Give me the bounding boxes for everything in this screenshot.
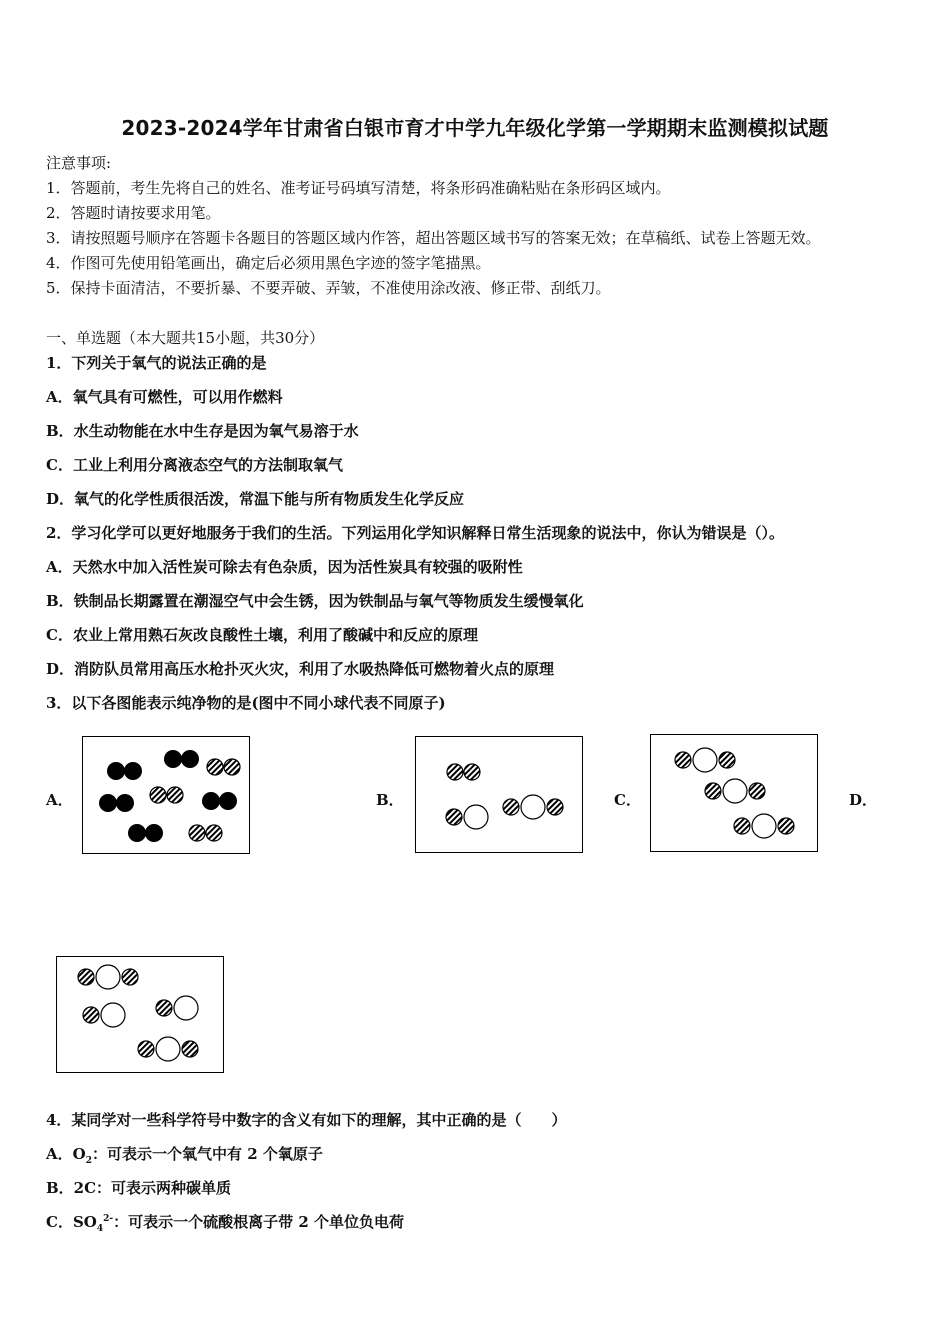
q1-option-a: A．氧气具有可燃性，可以用作燃料 xyxy=(46,388,283,406)
molecule-diagram xyxy=(651,735,817,851)
q3-label-c: C． xyxy=(614,791,641,809)
page-title: 2023-2024学年甘肃省白银市育才中学九年级化学第一学期期末监测模拟试题 xyxy=(121,116,829,140)
notice-item: 5．保持卡面清洁，不要折暴、不要弄破、弄皱，不准使用涂改液、修正带、刮纸刀。 xyxy=(46,279,611,297)
q4-option-c: C．$SO_4^{2-}$：可表示一个硫酸根离子带 2 个单位负电荷 xyxy=(46,1213,404,1234)
q3-diagram-a xyxy=(82,736,250,854)
question-4-stem: 4．某同学对一些科学符号中数字的含义有如下的理解，其中正确的是（ ） xyxy=(46,1111,567,1129)
notice-heading: 注意事项: xyxy=(46,154,112,172)
question-1-stem: 1．下列关于氧气的说法正确的是 xyxy=(46,354,267,372)
q1-option-c: C．工业上利用分离液态空气的方法制取氧气 xyxy=(46,456,343,474)
q2-option-c: C．农业上常用熟石灰改良酸性土壤，利用了酸碱中和反应的原理 xyxy=(46,626,478,644)
question-3-stem: 3．以下各图能表示纯净物的是(图中不同小球代表不同原子) xyxy=(46,694,446,712)
q2-option-b: B．铁制品长期露置在潮湿空气中会生锈，因为铁制品与氧气等物质发生缓慢氧化 xyxy=(46,592,584,610)
question-2-stem: 2．学习化学可以更好地服务于我们的生活。下列运用化学知识解释日常生活现象的说法中，你认为错误是（）。 xyxy=(46,524,784,542)
q4-option-b: B．2C：可表示两种碳单质 xyxy=(46,1179,232,1197)
molecule-diagram xyxy=(83,737,249,853)
section-heading: 一、单选题（本大题共15小题，共30分） xyxy=(46,329,325,347)
q3-label-d: D． xyxy=(849,791,878,809)
q2-option-d: D．消防队员常用高压水枪扑灭火灾，利用了水吸热降低可燃物着火点的原理 xyxy=(46,660,555,678)
q3-diagram-b xyxy=(415,736,583,853)
notice-item: 4．作图可先使用铅笔画出，确定后必须用黑色字迹的签字笔描黑。 xyxy=(46,254,491,272)
q2-option-a: A．天然水中加入活性炭可除去有色杂质，因为活性炭具有较强的吸附性 xyxy=(46,558,523,576)
q3-label-b: B． xyxy=(376,791,404,809)
q1-option-d: D．氧气的化学性质很活泼，常温下能与所有物质发生化学反应 xyxy=(46,490,465,508)
notice-item: 3．请按照题号顺序在答题卡各题目的答题区域内作答，超出答题区域书写的答案无效；在草稿纸、试卷上答题无效。 xyxy=(46,229,821,247)
q3-diagram-c xyxy=(650,734,818,852)
q1-option-b: B．水生动物能在水中生存是因为氧气易溶于水 xyxy=(46,422,359,440)
q3-diagram-d xyxy=(56,956,224,1073)
notice-item: 2．答题时请按要求用笔。 xyxy=(46,204,221,222)
molecule-diagram xyxy=(57,957,223,1072)
q4-option-a: A．$O_2$：可表示一个氧气中有 2 个氧原子 xyxy=(46,1145,323,1166)
q3-label-a: A． xyxy=(46,791,73,809)
molecule-diagram xyxy=(416,737,582,852)
notice-item: 1．答题前，考生先将自己的姓名、准考证号码填写清楚，将条形码准确粘贴在条形码区域内。 xyxy=(46,179,671,197)
